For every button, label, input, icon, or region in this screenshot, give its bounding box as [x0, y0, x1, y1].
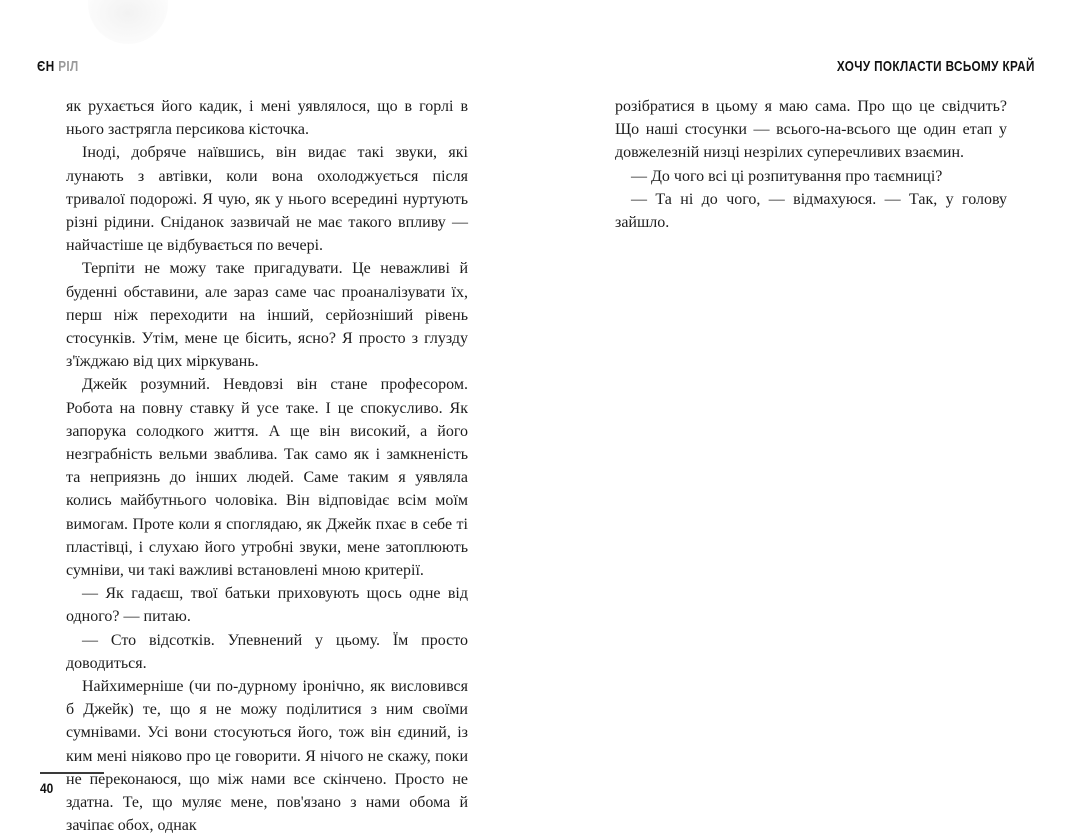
- left-page: [0, 0, 542, 835]
- paragraph: Джейк розумний. Невдовзі він стане професором. Робота на повну ставку й усе таке. І це спокусливо. Як запорука солодкого життя. А ще він високий, а його незграбність вельми зваблива. Так само як і замкненість та неприязнь до інших людей. Саме таким я уявляла колись майбутнього чоловіка. Він відповідає всім моїм вимогам. Проте коли я споглядаю, як Джейк пхає в себе ті пластівці, і слухаю його утробні звуки, мене затоплюють сумніви, чи такі важливі встановлені мною критерії.: [66, 376, 468, 580]
- page-number: 40: [40, 780, 54, 796]
- author-initial: ЄН: [37, 58, 55, 75]
- dialogue-line: — Та ні до чого, — відмахуюся. — Так, у голову зайшло.: [615, 190, 1007, 232]
- paragraph: Іноді, добряче наївшись, він видає такі звуки, які лунають з автівки, коли вона охолоджується після тривалої подорожі. Я чую, як у нього всередині нуртують різні рідини. Сніданок зазвичай не має такого впливу — найчастіше це відбувається по вечері.: [66, 144, 468, 255]
- faint-ornament: [88, 0, 168, 44]
- paragraph: Терпіти не можу таке пригадувати. Це неважливі й буденні обставини, але зараз саме час проаналізувати їх, перш ніж переходити на інший, серйозніший рівень стосунків. Утім, мене це бісить, ясно? Я просто з глузду з'їжджаю від цих міркувань.: [66, 260, 468, 371]
- right-body-text: [615, 95, 1007, 234]
- right-page: [542, 0, 1084, 822]
- dialogue-line: — Як гадаєш, твої батьки приховують щось одне від одного? — питаю.: [66, 585, 468, 626]
- dialogue-line: — Сто відсотків. Упевнений у цьому. Їм просто доводиться.: [66, 631, 468, 672]
- paragraph: як рухається його кадик, і мені уявлялося, що в горлі в нього застрягла персикова кісточка.: [66, 98, 468, 139]
- dialogue-line: — До чого всі ці розпитування про таємниці?: [631, 167, 943, 185]
- left-body-text: [66, 95, 468, 838]
- running-head-title: ХОЧУ ПОКЛАСТИ ВСЬОМУ КРАЙ: [837, 58, 1035, 75]
- folio-rule: [40, 772, 104, 774]
- paragraph: Найхимерніше (чи по-дурному іронічно, як висловився б Джейк) те, що я не можу поділитися з ним своїми сумнівами. Усі вони стосуються його, тож він єдиний, із ким мені ніяково про це говорити. Я нічого не скажу, поки не переконаюся, що між нами все скінчено. Просто не здатна. Те, що муляє мене, пов'язано з нами обома й зачіпає обох, однак: [66, 678, 468, 835]
- running-head-author: [37, 58, 79, 75]
- paragraph: розібратися в цьому я маю сама. Про що це свідчить? Що наші стосунки — всього-на-всього ще один етап у довжелезній низці незрілих суперечливих взаємин.: [615, 98, 1007, 162]
- author-last-name: РІЛ: [58, 58, 79, 75]
